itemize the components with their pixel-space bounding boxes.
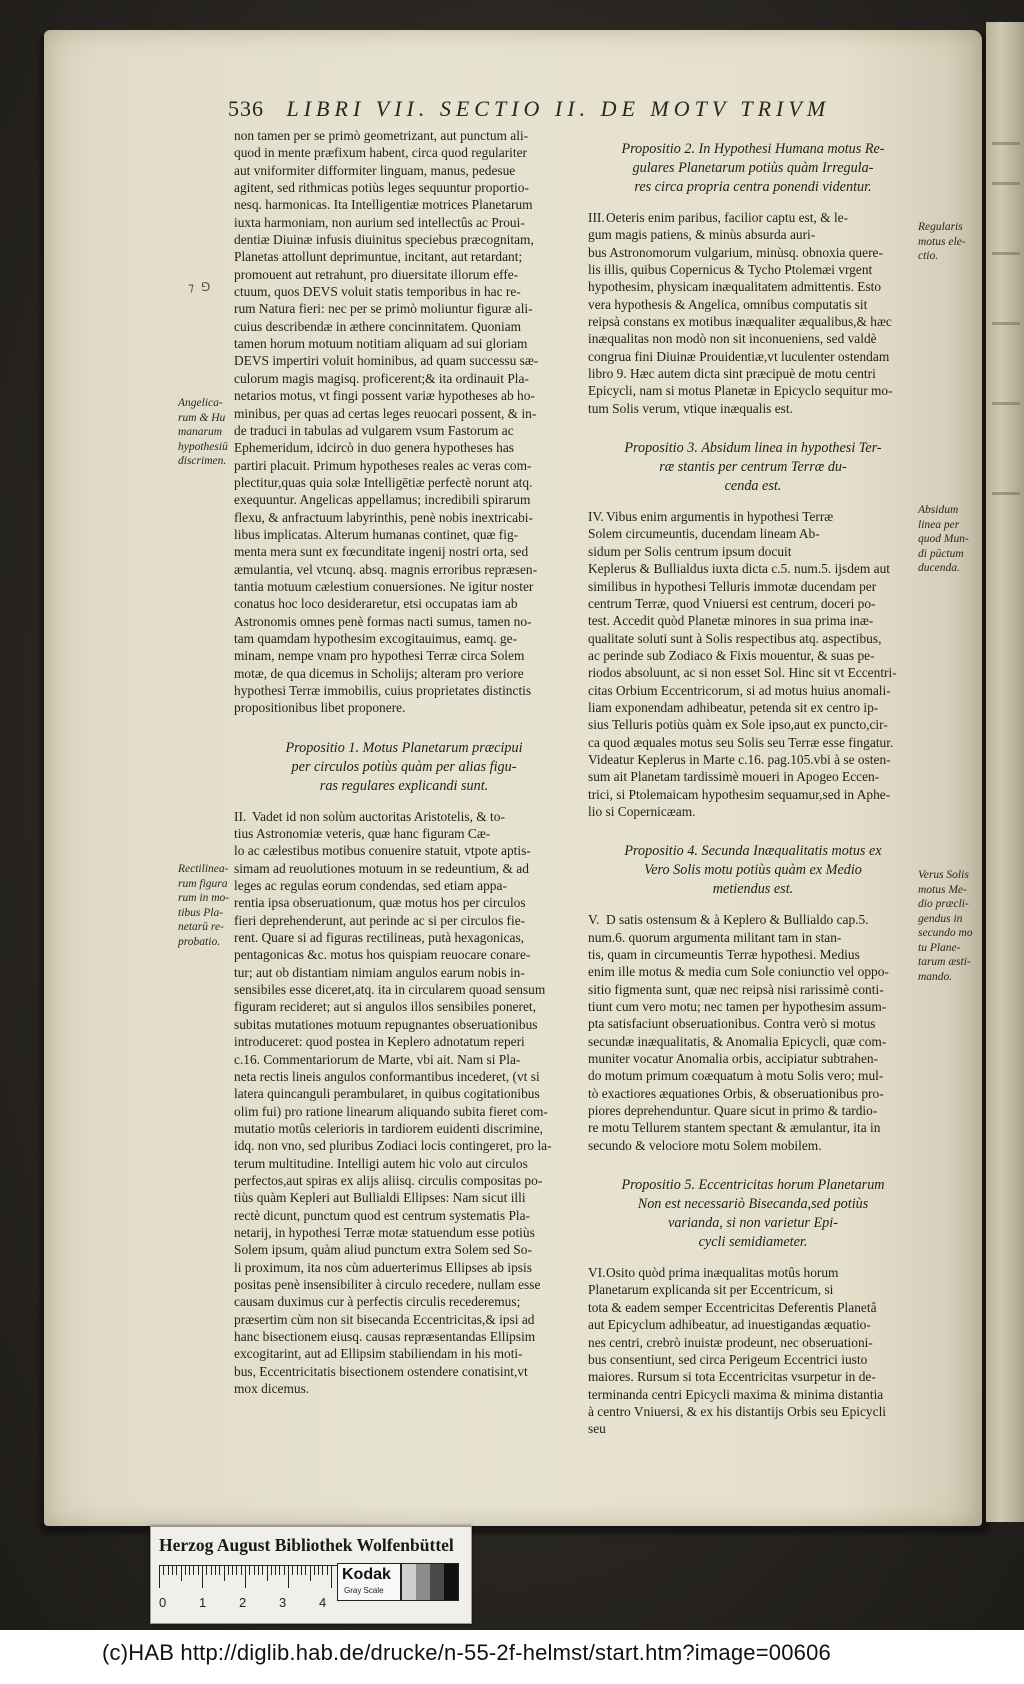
- text-line: centrum Terræ, quod Vniuersi est centrum, doceri po-: [588, 595, 876, 611]
- margin-note-line: quod Mun-: [918, 533, 969, 545]
- ruler-number: 4: [319, 1595, 327, 1610]
- margin-note-line: di pūctum: [918, 547, 964, 560]
- proposition-1-heading: [234, 739, 574, 796]
- margin-note-line: dio præcli-: [918, 898, 969, 910]
- ruler-number: 3: [279, 1595, 287, 1610]
- library-name: Herzog August Bibliothek Wolfenbüttel: [159, 1535, 454, 1555]
- text-line: à centro Vniuersi, & ex his distantijs Orbis seu Epicycli: [588, 1403, 887, 1419]
- ruler-tick: [318, 1566, 319, 1575]
- proposition-3-body: [588, 508, 918, 820]
- text-line: mox dicemus.: [234, 1381, 310, 1397]
- margin-note-angelicarum: [178, 396, 240, 469]
- text-line: flexu, & anfractuum labyrinthis, penè nobis inextricabi-: [234, 509, 533, 525]
- margin-note-line: tu Plane-: [918, 941, 961, 954]
- text-line: fieri deprehenderunt, aut perinde ac si per circulos fie-: [234, 912, 526, 928]
- heading-line: ræ stantis per centrum Terræ du-: [659, 459, 847, 476]
- ruler-tick: [267, 1566, 268, 1581]
- text-line: tamen horum motuum notitiam aliquam ad sui gloriam: [234, 336, 528, 352]
- margin-note-line: linea per: [918, 518, 960, 531]
- text-line: liam exponendam adhibeatur, petenda sit ex centro ip-: [588, 699, 879, 715]
- text-line: de traduci in tabulas ad vulgarem vsum Fastorum ac: [234, 422, 514, 438]
- text-line: agitent, sed rithmicas potiùs leges sequuntur proportio-: [234, 180, 529, 196]
- text-line: Keplerus & Bullialdus iuxta dicta c.5. num.5. ijsdem aut: [588, 561, 890, 577]
- ruler-tick: [172, 1566, 173, 1575]
- text-line: rent. Quare si ad figuras rectilineas, putà hexagonicas,: [234, 930, 525, 946]
- text-line: promouent aut retrahunt, pro diuersitate illorum effe-: [234, 266, 519, 282]
- heading-line: Non est necessariò Bisecanda,sed potiùs: [637, 1196, 869, 1213]
- text-line: secundo & velociore motu Solem mobilem.: [588, 1137, 822, 1153]
- text-line: piores deprehenduntur. Quare sicut in primo & tardio-: [588, 1103, 878, 1119]
- text-line: excogitarint, aut ad Ellipsim stabiliendam in his moti-: [234, 1346, 523, 1362]
- heading-line: metiendus est.: [712, 881, 794, 898]
- text-line: sum ait Planetam tardissimè moueri in Apogeo Eccen-: [588, 769, 880, 785]
- text-line: Solem ipsum, quàm aliud punctum extra Solem sed So-: [234, 1242, 532, 1258]
- text-line: do motum primum coæquatum à motu Solis vero; mul-: [588, 1068, 884, 1084]
- text-line: hypothesim, physicam inæqualitatem admittentis. Esto: [588, 279, 882, 295]
- margin-note-line: Regularis: [918, 221, 963, 233]
- margin-note-line: rum figura: [178, 877, 228, 890]
- paragraph-number: II.: [234, 808, 247, 824]
- text-line: pentagonicas &c. motus hos quispiam reuocare conare-: [234, 947, 531, 963]
- gray-scale-label: Gray Scale: [344, 1586, 384, 1595]
- text-line: neta rectis lineis angulos conformantibus incederet, (vt si: [234, 1068, 540, 1084]
- text-line: Videatur Keplerus in Marte c.16. pag.105.vbi à se osten-: [588, 751, 891, 767]
- text-line: libro 9. Hæc autem dicta sint præcipuè de motu centri: [588, 366, 876, 382]
- margin-note-line: ctio.: [918, 250, 939, 262]
- text-line: num.6. quorum argumenta militant tam in stan-: [588, 929, 842, 945]
- text-line: netarij, in hypothesi Terræ motæ statuendum esse potiùs: [234, 1224, 535, 1240]
- text-line: seu: [588, 1421, 606, 1437]
- ruler-tick: [241, 1566, 242, 1575]
- text-line: ac perinde sub Zodiaco & Fixis mouentur, & suas pe-: [588, 647, 875, 663]
- proposition-4-body: [588, 911, 918, 1154]
- text-line: olim fui) pro ratione linearum aliquando subita fieret com-: [234, 1103, 548, 1119]
- text-line: Vadet id non solùm auctoritas Aristotelis, & to-: [252, 808, 505, 824]
- text-line: cuius describendæ in æthere concinnitatem. Quoniam: [234, 318, 522, 334]
- ruler-tick: [288, 1566, 289, 1588]
- text-line: sidum per Solis centrum ipsum docuit: [588, 543, 792, 559]
- ruler-tick: [322, 1566, 323, 1575]
- ruler-tick: [258, 1566, 259, 1575]
- text-line: tur; aut ob distantiam nimiam angulos earum nobis in-: [234, 964, 525, 980]
- text-line: lo ac cælestibus motibus conuenire statuit, vtpote aptis-: [234, 843, 531, 859]
- ruler-tick: [284, 1566, 285, 1575]
- margin-note-line: mando.: [918, 970, 953, 983]
- heading-line: Propositio 3. Absidum linea in hypothesi Ter-: [624, 440, 882, 457]
- margin-note-rectilinearum: [178, 862, 240, 949]
- ruler-tick: [168, 1566, 169, 1575]
- text-line: tius Astronomiæ veteris, quæ hanc figuram Cæ-: [234, 826, 491, 842]
- margin-note-regularis: [918, 220, 976, 264]
- text-line: Osito quòd prima inæqualitas motûs horum: [606, 1265, 839, 1281]
- heading-line: Propositio 5. Eccentricitas horum Planetarum: [621, 1177, 885, 1194]
- ruler-tick: [224, 1566, 225, 1581]
- adjacent-page-edge: [986, 22, 1024, 1522]
- margin-note-line: discrimen.: [178, 455, 227, 467]
- left-column-lines: [234, 127, 574, 717]
- text-line: subitas mutationes motuum repugnantes obseruationibus: [234, 1016, 538, 1032]
- text-line: introduceret: quod postea in Keplero adnotatum reperi: [234, 1034, 525, 1050]
- proposition-3-heading: [588, 439, 918, 496]
- text-line: Solem circumeuntis, ducendam lineam Ab-: [588, 526, 820, 542]
- ruler-tick: [236, 1566, 237, 1575]
- text-line: Planetas attollunt deprimuntue, incitant, aut retardant;: [234, 249, 523, 265]
- heading-line: Propositio 4. Secunda Inæqualitatis motus ex: [624, 843, 882, 860]
- heading-line: cycli semidiameter.: [698, 1234, 808, 1251]
- text-line: ctuum, quos DEVS voluit statis temporibus in hac re-: [234, 284, 521, 300]
- text-line: hypothesi Terræ immobilis, cuius proprietates distinctis: [234, 683, 532, 698]
- ruler-tick: [211, 1566, 212, 1575]
- text-line: exequuntur. Angelicas appellamus; incredibili spirarum: [234, 492, 531, 508]
- margin-note-line: motus Me-: [918, 883, 967, 896]
- text-line: aut Epicyclum adhibeatur, ad inuestigandas æquatio-: [588, 1317, 871, 1333]
- text-line: idq. non vno, sed pluribus Zodiaci locis contingeret, pro la-: [234, 1138, 552, 1154]
- paragraph-number: V.: [588, 912, 600, 928]
- margin-note-absidum: [918, 503, 976, 576]
- text-line: DEVS impertiri voluit hominibus, ad quam successu sæ-: [234, 353, 539, 369]
- paragraph-number: VI.: [588, 1265, 606, 1281]
- margin-note-line: ducenda.: [918, 562, 960, 574]
- heading-line: res circa propria centra ponendi videntur.: [634, 179, 872, 195]
- text-line: Astronomis omnes penè formas nacti sumus, tamen no-: [234, 613, 532, 629]
- ruler-tick: [279, 1566, 280, 1575]
- text-line: aut vniformiter difformiter linguam, manus, pedesue: [234, 162, 516, 178]
- ruler-tick: [292, 1566, 293, 1575]
- heading-line: gulares Planetarum potiùs quàm Irregula-: [632, 160, 874, 176]
- text-line: pta satisfaciunt obseruationibus. Contra verò si motus: [588, 1016, 876, 1032]
- text-line: citas Orbium Eccentricorum, si ad motus huius anomali-: [588, 682, 891, 698]
- text-line: Vibus enim argumentis in hypothesi Terræ: [606, 509, 834, 525]
- ruler-number: 1: [199, 1595, 207, 1610]
- text-line: qualitate soluti sunt à Solis respectibus atq. aspectibus,: [588, 630, 882, 646]
- ruler-tick: [310, 1566, 311, 1581]
- text-line: ca quod æquales motus seu Solis seu Terræ esse fingatur.: [588, 734, 894, 750]
- text-line: enim ille motus & media cum Sole coniunctio vel oppo-: [588, 964, 889, 980]
- text-line: sius Telluris potiùs quàm ex Sole ipso,aut ex puncto,cir-: [588, 717, 888, 733]
- text-line: reipsà constans ex motibus inæqualiter æqualibus,& hæc: [588, 314, 892, 330]
- text-line: culorum magis magisq. proficerent;& ita ordinauit Pla-: [234, 370, 529, 386]
- ink-flourish: ⁊ ⅁: [188, 280, 213, 294]
- ruler-tick: [232, 1566, 233, 1575]
- margin-note-line: Verus Solis: [918, 869, 969, 881]
- text-line: minibus, per quas ad certas leges reuocari possent, & in-: [234, 405, 537, 421]
- running-title: LIBRI VII. SECTIO II. DE MOTV TRIVM: [286, 96, 831, 121]
- margin-note-line: netarū re-: [178, 921, 224, 933]
- text-line: tò exactiores æquationes Orbis, & obseruationibus pro-: [588, 1085, 884, 1101]
- text-line: netarios motus, vt fingi possent variæ hypotheses ab ho-: [234, 388, 535, 404]
- text-line: tis, quam in circumeuntis Terræ hypothesi. Medius: [588, 947, 860, 962]
- margin-note-line: Rectilinea-: [178, 863, 229, 875]
- text-line: tiùs quàm Kepleri aut Bullialdi Ellipses: Nam sicut illi: [234, 1190, 526, 1206]
- ruler-tick: [219, 1566, 220, 1575]
- ruler-tick: [275, 1566, 276, 1575]
- text-line: congrua fini Diuinæ Prouidentiæ,vt luculenter ostendam: [588, 348, 890, 364]
- text-line: tantia motuum cælestium conuersiones. Ne igitur noster: [234, 578, 534, 594]
- margin-note-verus-solis: [918, 868, 976, 984]
- text-line: tam quamdam hypothesim excogitauimus, eamq. ge-: [234, 630, 517, 646]
- text-line: mutatio motûs celerioris in tardiorem euidenti discrimine,: [234, 1120, 544, 1136]
- ruler-number: 2: [239, 1595, 247, 1610]
- text-line: vera hypothesis & Angelica, omnibus computatis sit: [588, 296, 868, 312]
- text-line: latera quincanguli perambularet, in quibus cogitationibus: [234, 1086, 540, 1102]
- text-line: li proximum, ita nos cùm aduerterimus Ellipses ab ipsis: [234, 1259, 532, 1275]
- text-line: Epicycli, nam si motus Planetæ in Epicyclo sequitur mo-: [588, 383, 893, 399]
- ruler-tick: [181, 1566, 182, 1581]
- ruler-tick: [297, 1566, 298, 1575]
- margin-note-line: secundo mo: [918, 927, 973, 939]
- kodak-brand: Kodak: [342, 1566, 391, 1583]
- ruler-tick: [215, 1566, 216, 1575]
- paragraph-number: III.: [588, 210, 605, 225]
- text-line: lio si Copernicæam.: [588, 803, 696, 819]
- text-line: iuxta harmoniam, non aurium sed intellectûs ac Proui-: [234, 214, 525, 230]
- text-line: tota & eadem semper Eccentricitas Deferentis Planetâ: [588, 1299, 877, 1315]
- text-line: muniter vocatur Anomalia orbis, accipiatur subtrahen-: [588, 1051, 879, 1067]
- ruler-tick: [254, 1566, 255, 1575]
- text-line: motæ, de qua dicemus in Scholijs; alteram pro veriore: [234, 665, 524, 681]
- ruler-tick: [245, 1566, 246, 1588]
- text-line: bus consentiunt, sed circa Perigeum Eccentrici iusto: [588, 1351, 868, 1367]
- text-line: minam, nempe vnam pro hypothesi Terræ circa Solem: [234, 648, 525, 664]
- text-line: simam ad reuolutiones motuum in se redeuntium, & ad: [234, 860, 529, 876]
- proposition-5-heading: [588, 1176, 918, 1252]
- margin-note-line: motus ele-: [918, 235, 966, 248]
- text-line: rentia ipsa obseruationum, quæ motus hos per circulos: [234, 895, 526, 911]
- ruler-tick: [228, 1566, 229, 1575]
- copyright-url: (c)HAB http://diglib.hab.de/drucke/n-55-2f-helmst/start.htm?image=00606: [102, 1640, 831, 1665]
- text-line: riodos absoluunt, ac si non esset Sol. Hinc sit vt Eccentri-: [588, 665, 897, 681]
- proposition-2-body: [588, 209, 918, 417]
- ruler-tick: [206, 1566, 207, 1575]
- text-line: partiri placuit. Primum hypotheses reales ac veras com-: [234, 457, 532, 473]
- text-line: gum magis patiens, & minùs absurda auri-: [588, 227, 816, 243]
- text-line: causam duximus cur à perfectis circulis recederemus;: [234, 1294, 521, 1310]
- text-line: Planetarum explicanda sit per Eccentricum, si: [588, 1282, 834, 1298]
- text-line: Ephemeridum, idcircò in duo genera hypotheses has: [234, 440, 515, 456]
- ruler-tick: [163, 1566, 164, 1575]
- text-line: secundæ inæqualitatis, & Anomalia Epicycli, quæ com-: [588, 1033, 887, 1049]
- ruler-tick: [189, 1566, 190, 1575]
- text-line: inæqualitas non modò non sit inconueniens, sed valdè: [588, 331, 877, 347]
- ruler-tick: [305, 1566, 306, 1575]
- text-line: sitio figmenta sunt, quæ nec reipsà nisi rarissimè conti-: [588, 981, 884, 997]
- margin-note-line: Absidum: [918, 504, 959, 516]
- margin-note-line: rum & Hu: [178, 411, 226, 424]
- page-number: 536: [228, 96, 264, 121]
- ruler-tick: [331, 1566, 332, 1588]
- text-line: test. Accedit quòd Planetæ minores in sua prima inæ-: [588, 613, 874, 629]
- text-line: tiunt cum vero motu; nec tamen per hypothesim assum-: [588, 999, 887, 1015]
- proposition-2-heading: [588, 140, 918, 197]
- proposition-5-body: [588, 1264, 918, 1437]
- text-line: libus implicatas. Alterum humanas continet, quæ fig-: [234, 526, 519, 542]
- heading-line: per circulos potiùs quàm per alias figu-: [291, 758, 517, 775]
- text-line: trici, si Ptolemaicam hypothesim sequamur,sed in Aphe-: [588, 786, 891, 802]
- text-line: re motu Tellurem stantem spectant & æmulantur, ita in: [588, 1120, 881, 1136]
- ruler-tick: [262, 1566, 263, 1575]
- scale-ruler: [159, 1565, 337, 1592]
- running-head: [228, 96, 878, 126]
- right-column: [588, 140, 918, 1438]
- paragraph-number: IV.: [588, 509, 604, 525]
- text-line: conatus hoc loco desideraretur, etsi occupatas iam ab: [234, 596, 518, 612]
- ruler-tick: [185, 1566, 186, 1575]
- heading-line: Propositio 2. In Hypothesi Humana motus Re-: [621, 141, 885, 157]
- margin-note-line: gendus in: [918, 912, 963, 925]
- text-line: propositionibus libet proponere.: [234, 700, 406, 716]
- text-line: terum multitudine. Intelligi autem hic volo aut circulos: [234, 1155, 528, 1171]
- proposition-1-body: [234, 808, 574, 1398]
- text-line: bus Astronomorum vulgarium, minùsq. obnoxia quere-: [588, 244, 883, 260]
- ruler-tick: [327, 1566, 328, 1575]
- text-line: leges ac regulas eorum condendas, sed etiam appa-: [234, 878, 507, 894]
- text-line: maiores. Rursum si tota Eccentricitas vsurpetur in de-: [588, 1369, 876, 1385]
- heading-line: Propositio 1. Motus Planetarum præcipui: [285, 739, 523, 756]
- text-line: Oeteris enim paribus, facilior captu est, & le-: [606, 210, 849, 225]
- ruler-tick: [314, 1566, 315, 1575]
- left-column: [234, 127, 574, 1397]
- text-line: bus, Eccentricitatis bisectionem ostendere conatisint,vt: [234, 1363, 528, 1379]
- heading-line: Vero Solis motu potiùs quàm ex Medio: [644, 862, 862, 879]
- text-line: æmulantia, vel vtcunq. absq. magnis erroribus repræsen-: [234, 561, 538, 577]
- kodak-logo: [337, 1563, 401, 1601]
- ruler-tick: [176, 1566, 177, 1575]
- text-line: positas penè insensibiliter à circulo recedere, nullam esse: [234, 1276, 541, 1292]
- proposition-4-heading: [588, 842, 918, 899]
- ruler-tick: [271, 1566, 272, 1575]
- text-line: perfectos,aut spiras ex alijs aliisq. circulis compositas po-: [234, 1172, 543, 1188]
- gray-scale-strip: [401, 1563, 459, 1601]
- ruler-tick: [249, 1566, 250, 1575]
- text-line: nes centri, crebrò inuistæ prodeunt, nec obseruationi-: [588, 1334, 873, 1350]
- heading-line: ras regulares explicandi sunt.: [319, 777, 489, 794]
- text-line: menta mera sunt ex fœcunditate ingenij nostri orta, sed: [234, 544, 529, 560]
- margin-note-line: Angelica-: [178, 397, 223, 409]
- text-line: plectitur,quas quia solæ Intelligētiæ perfectè norunt atq.: [234, 474, 533, 490]
- ruler-number: 0: [159, 1595, 167, 1610]
- ruler-tick: [301, 1566, 302, 1575]
- text-line: hanc bisectionem eiusq. causas repræsentandas Ellipsim: [234, 1329, 536, 1344]
- margin-note-line: rum in mo-: [178, 892, 230, 904]
- text-line: præsertim cùm non sit bisecanda Eccentricitas,& ipsi ad: [234, 1311, 535, 1327]
- heading-line: cenda est.: [724, 478, 782, 495]
- text-line: rectè dicunt, punctum quod est centrum systematis Pla-: [234, 1207, 531, 1223]
- text-line: rum Natura fieri: nec per se primò moliuntur figuræ ali-: [234, 301, 533, 317]
- text-line: quod in mente præfixum habent, circa quod regulariter: [234, 145, 528, 161]
- margin-note-line: manarum: [178, 426, 223, 438]
- heading-line: varianda, si non varietur Epi-: [668, 1215, 838, 1232]
- color-reference-card: [150, 1526, 472, 1624]
- ruler-tick: [202, 1566, 203, 1588]
- margin-note-line: tarum æsti-: [918, 956, 971, 968]
- text-line: lis illis, quibus Copernicus & Tycho Ptolemæi vrgent: [588, 262, 873, 278]
- ruler-tick: [198, 1566, 199, 1575]
- footer-bar: [0, 1630, 1024, 1684]
- margin-note-line: probatio.: [178, 935, 221, 948]
- text-line: terminanda centri Epicycli maxima & minima distantia: [588, 1386, 884, 1402]
- text-line: tum Solis verum, vtique inæqualis est.: [588, 400, 793, 416]
- margin-note-line: tibus Pla-: [178, 906, 224, 919]
- text-line: sensibiles esse diceret,atq. ita in circularem quoad sensum: [234, 982, 546, 998]
- text-line: non tamen per se primò geometrizant, aut punctum ali-: [234, 128, 529, 143]
- text-line: dentiæ Diuinæ infusis diuinitus speciebus præcognitam,: [234, 232, 534, 248]
- ruler-tick: [193, 1566, 194, 1575]
- text-line: c.16. Commentariorum de Marte, vbi ait. Nam si Pla-: [234, 1051, 521, 1067]
- text-line: nesq. harmonicas. Ita Intelligentiæ motrices Planetarum: [234, 197, 533, 213]
- text-line: figuram recideret; aut si angulos illos sensibiles poneret,: [234, 999, 536, 1015]
- margin-note-line: hypothesiū: [178, 440, 228, 453]
- text-line: similibus in hypothesi Telluris immotæ ducendam per: [588, 578, 877, 594]
- ruler-tick: [159, 1566, 160, 1588]
- text-line: D satis ostensum & à Keplero & Bullialdo cap.5.: [606, 912, 869, 928]
